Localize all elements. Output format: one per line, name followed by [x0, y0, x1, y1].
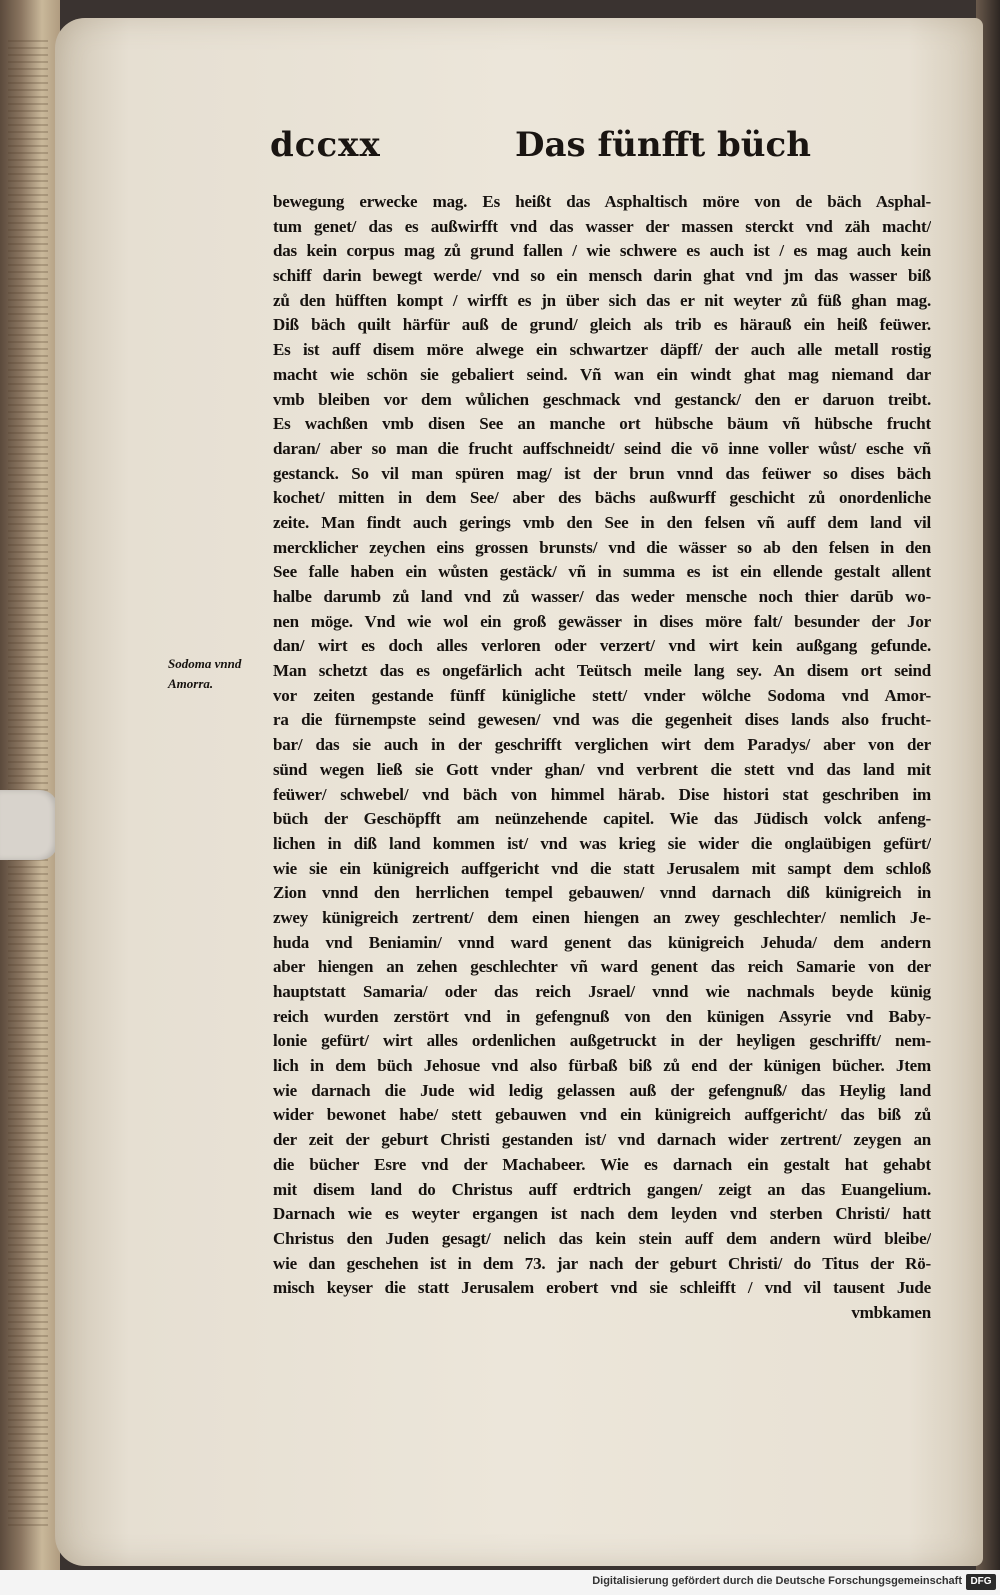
- marginal-note-line: Amorra.: [168, 676, 214, 691]
- running-title: Das fünfft büch: [515, 125, 811, 165]
- text-line: schiff darin bewegt werde/ vnd so ein mensch darin ghat vnd jm das wasser biß: [273, 266, 931, 286]
- text-line: lonie gefürt/ wirt alles ordenlichen außgetruckt in der heyligen geschrifft/ nem-: [273, 1031, 931, 1051]
- funding-credit: Digitalisierung gefördert durch die Deutsche Forschungsgemeinschaft: [592, 1575, 962, 1587]
- text-line: sünd wegen ließ sie Gott vnder ghan/ vnd verbrent die stett vnd das land mit: [273, 759, 931, 779]
- text-line: büch der Geschöpfft am neünzehende capitel. Wie das Jüdisch volck anfeng-: [273, 809, 931, 829]
- text-line: mit disem land do Christus auff erdtrich gangen/ zeigt an das Euangelium.: [273, 1179, 931, 1199]
- text-line: wie darnach die Jude wid ledig gelassen auß der gefengnuß/ das Heylig land: [273, 1080, 931, 1100]
- text-line: Es ist auff disem möre alwege ein schwartzer däpff/ der auch alle metall rostig: [273, 340, 931, 360]
- text-line: zeite. Man findt auch gerings vmb den See in den felsen vñ auff dem land vil: [273, 512, 931, 532]
- text-line: zwey künigreich zertrent/ dem einen hiengen an zwey geschlechter/ nemlich Je-: [273, 907, 931, 927]
- text-line: die bücher Esre vnd der Machabeer. Wie es darnach ein gestalt hat gehabt: [273, 1154, 931, 1174]
- text-line: ra die fürnempste seind gewesen/ vnd was die gegenheit dises lands also frucht-: [273, 710, 931, 730]
- text-line: macht wie schön sie gebaliert seind. Vñ wan ein windt ghat mag niemand dar: [273, 364, 931, 384]
- body-text: [273, 190, 931, 1326]
- page-header: [270, 125, 930, 185]
- text-line: aber hiengen an zehen geschlechter vñ ward genent das reich Samarie von der: [273, 957, 931, 977]
- text-line: Es wachßen vmb disen See an manche ort hübsche bäum vñ hübsche frucht: [273, 414, 931, 434]
- text-line: reich wurden zerstört vnd in gefengnuß von den künigen Assyrie vnd Baby-: [273, 1006, 931, 1026]
- text-line: mercklicher zeychen eins grossen brunsts/ vnd die wässer so ab den felsen in den: [273, 537, 931, 557]
- text-line: See falle haben ein wůsten gestäck/ vñ in summa es ist ein ellende gestalt allent: [273, 562, 931, 582]
- marginal-note: [168, 654, 268, 694]
- text-line: wie sie ein künigreich auffgericht vnd die statt Jerusalem mit sampt dem schloß: [273, 858, 931, 878]
- text-line: wie dan geschehen ist in dem 73. jar nach der geburt Christi/ do Titus der Rö-: [273, 1253, 931, 1273]
- text-line: bewegung erwecke mag. Es heißt das Asphaltisch möre von de bäch Asphal-: [273, 192, 931, 211]
- text-line: nen möge. Vnd wie wol ein groß gewässer in dises möre falt/ besunder der Jor: [273, 611, 931, 631]
- text-line: lich in dem büch Jehosue vnd also fürbaß biß zů end der künigen bücher. Jtem: [273, 1056, 931, 1076]
- text-line: misch keyser die statt Jerusalem erobert vnd sie schleifft / vnd vil tausent Jude: [273, 1278, 931, 1298]
- text-line: vor zeiten gestande fünff künigliche stett/ vnder wölche Sodoma vnd Amor-: [273, 685, 931, 705]
- text-line: der zeit der geburt Christi gestanden ist/ vnd darnach wider zertrent/ zeygen an: [273, 1130, 931, 1150]
- text-line: bar/ das sie auch in der geschrifft verglichen wirt dem Paradys/ aber von der: [273, 735, 931, 755]
- text-line: zů den hüfften kompt / wirfft es jn über sich das er nit weyter zů füß ghan mag.: [273, 290, 931, 310]
- text-line: Christus den Juden gesagt/ nelich das kein stein auff dem andern würd bleibe/: [273, 1228, 931, 1248]
- text-line: Zion vnnd den herrlichen tempel gebauwen/ vnnd darnach diß künigreich in: [273, 883, 931, 903]
- text-line: dan/ wirt es doch alles verloren oder verzert/ vnd wirt kein außgang gefunde.: [273, 636, 931, 656]
- folio-number: dccxx: [270, 125, 381, 165]
- text-line: wider bewonet habe/ stett gebauwen vnd ein künigreich auffgericht/ das biß zů: [273, 1105, 931, 1125]
- marginal-note-line: Sodoma vnnd: [168, 656, 242, 671]
- text-line: gestanck. So vil man spüren mag/ ist der brun vnnd das feüwer so dises bäch: [273, 463, 931, 483]
- text-line: huda vnd Beniamin/ vnnd ward genent das künigreich Jehuda/ dem andern: [273, 932, 931, 952]
- text-line: lichen in diß land kommen ist/ vnd was krieg sie wider die onglaübigen gefürt/: [273, 833, 931, 853]
- text-line: daran/ aber so man die frucht auffschneidt/ seind die vō inne voller wůst/ esche vñ: [273, 438, 931, 458]
- text-line: halbe darumb zů land vnd zů wasser/ das weder mensche noch thier darūb wo-: [273, 587, 931, 606]
- text-line: feüwer/ schwebel/ vnd bäch von himmel härab. Dise histori stat geschriben im: [273, 784, 931, 804]
- text-line: Diß bäch quilt härfür auß de grund/ gleich als trib es härauß ein heiß feüwer.: [273, 315, 931, 335]
- page-edges: [8, 40, 48, 1530]
- text-line: vmb bleiben vor dem wůlichen geschmack vnd gestanck/ den er daruon treibt.: [273, 389, 931, 409]
- text-line: das kein corpus mag zů grund fallen / wie schwere es auch ist / es mag auch kein: [273, 241, 931, 261]
- book-edge: [0, 0, 60, 1570]
- text-line: kochet/ mitten in dem See/ aber des bächs außwurff geschicht zů onordenliche: [273, 488, 931, 508]
- text-line: tum genet/ das es außwirfft vnd das wasser der massen sterckt vnd zäh macht/: [273, 216, 931, 236]
- dfg-logo: DFG: [966, 1574, 996, 1590]
- page-tab: [0, 790, 58, 860]
- text-line: Man schetzt das es ongefärlich acht Teütsch meile lang sey. An disem ort seind: [273, 661, 931, 681]
- text-line: Darnach wie es weyter ergangen ist nach dem leyden vnd sterben Christi/ hatt: [273, 1204, 931, 1224]
- catchword: vmbkamen: [851, 1302, 931, 1322]
- text-line: hauptstatt Samaria/ oder das reich Jsrael/ vnnd wie nachmals beyde künig: [273, 982, 931, 1001]
- footer-bar: [0, 1570, 1000, 1595]
